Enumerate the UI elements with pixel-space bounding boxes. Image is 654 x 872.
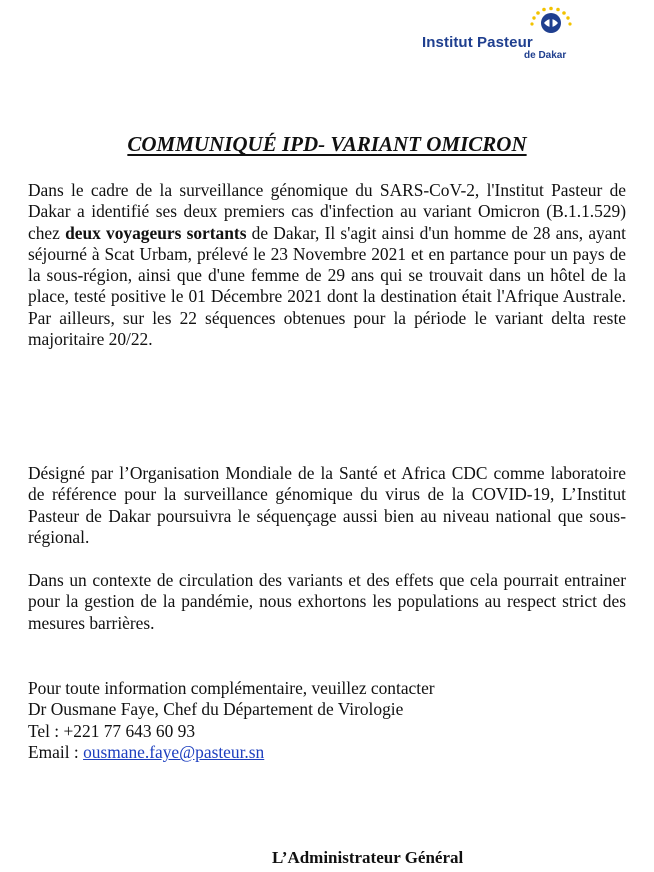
- paragraph-reference-lab: [28, 463, 626, 548]
- paragraph-text: Désigné par l’Organisation Mondiale de la Santé et Africa CDC comme laboratoire de référence pour la surveillance génomique du virus de la COVID-19, L’Institut Pasteur de Dakar poursuivra le séquençage aussi bien au niveau national que sous-régional.: [28, 463, 626, 547]
- signature: L’Administrateur Général: [272, 848, 464, 867]
- contact-block: [28, 678, 435, 764]
- contact-person: Dr Ousmane Faye, Chef du Département de Virologie: [28, 699, 404, 720]
- paragraph-text: de Dakar, Il s'agit ainsi d'un homme de 28 ans, ayant séjourné à Scat Urbam, prélevé le 23 Novembre 2021 et en partance pour un pays de la sous-région, ainsi que d'une femme de 29 ans qui se trouvait dans un hôtel de la place, testé positive le 01 Décembre 2021 dont la destination était l'Afrique Australe. Par ailleurs, sur les 22 séquences obtenues pour la période le variant delta reste majoritaire 20/22.: [28, 222, 626, 350]
- contact-phone-line: [28, 721, 435, 742]
- paragraph-barrier-measures: [28, 570, 626, 634]
- logo-name: Institut Pasteur: [422, 34, 533, 51]
- email-link[interactable]: ousmane.faye@pasteur.sn: [83, 742, 265, 763]
- logo-subtitle: de Dakar: [524, 50, 567, 61]
- phone-label: Tel :: [28, 720, 64, 741]
- paragraph-genomic-surveillance: [28, 180, 626, 350]
- phone-number: +221 77 643 60 93: [63, 720, 196, 741]
- paragraph-text: Dans un contexte de circulation des variants et des effets que cela pourrait entrainer pour la gestion de la pandémie, nous exhortons les populations au respect strict des mesures barrières.: [28, 570, 626, 633]
- page-title: COMMUNIQUÉ IPD- VARIANT OMICRON: [127, 132, 527, 156]
- contact-email-line: [28, 742, 435, 763]
- paragraph-bold-text: deux voyageurs sortants: [65, 222, 247, 243]
- email-label: Email :: [28, 742, 84, 763]
- contact-intro: Pour toute information complémentaire, veuillez contacter: [28, 678, 435, 698]
- paragraph-text: Dans le cadre de la surveillance génomique du SARS-CoV-2, l'Institut Pasteur de Dakar a identifié ses deux premiers cas d'infection au variant Omicron (B.1.1.529) chez: [28, 180, 626, 243]
- institut-pasteur-logo: [420, 6, 640, 62]
